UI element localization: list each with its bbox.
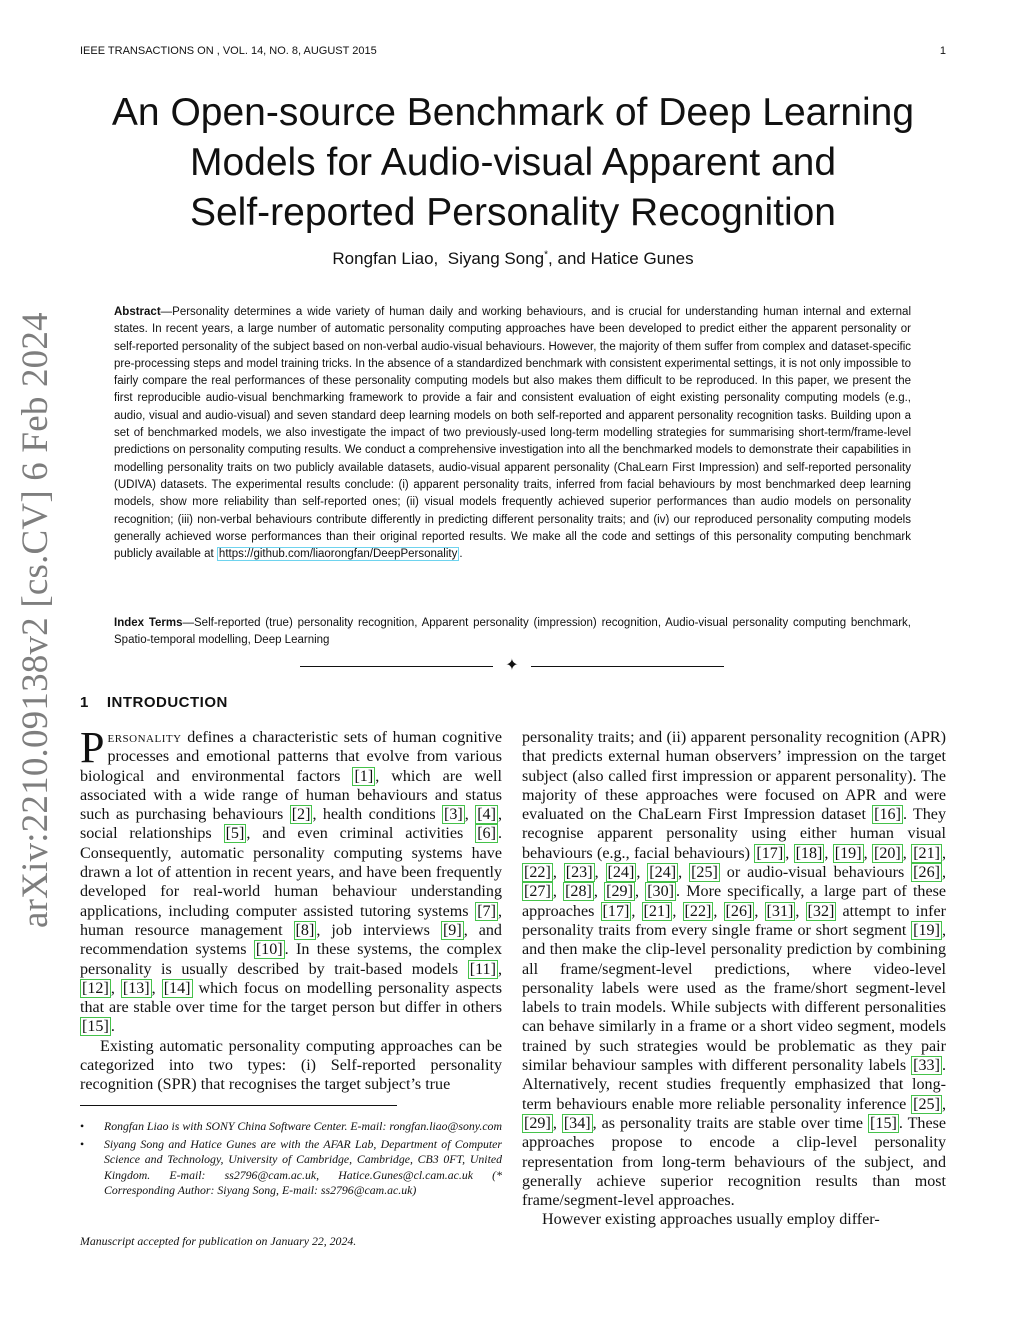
- text-span: ,: [593, 883, 605, 901]
- citation-link[interactable]: [19]: [834, 844, 862, 862]
- citation-link[interactable]: [22]: [524, 864, 551, 882]
- smallcaps-lead: ersonality: [107, 729, 182, 746]
- paper-title: [80, 88, 946, 238]
- text-span: ,: [151, 979, 162, 997]
- citation-link[interactable]: [32]: [807, 902, 835, 920]
- text-span: ,: [636, 864, 648, 882]
- text-span: ,: [497, 960, 502, 978]
- citation-link[interactable]: [17]: [756, 844, 784, 862]
- text-span: , and recommendation systems: [80, 921, 502, 959]
- separator-line: [531, 666, 724, 667]
- text-span: or audio-visual behaviours: [719, 864, 912, 882]
- text-span: ,: [785, 844, 794, 862]
- citation-link[interactable]: [21]: [913, 844, 940, 862]
- text-span: ,: [552, 1114, 562, 1132]
- citation-link[interactable]: [26]: [725, 902, 753, 920]
- abstract: [114, 304, 911, 563]
- text-span: , social relationships: [80, 806, 502, 843]
- text-span: , health conditions: [312, 806, 443, 824]
- citation-link[interactable]: [22]: [684, 902, 712, 920]
- intro-paragraph: Existing automatic personality computing approaches can be categorized into two types: (i) Self-reported personality recognition (SPR) that recognises the target subject’s true: [80, 1037, 502, 1094]
- citation-link[interactable]: [13]: [122, 979, 150, 997]
- text-span: , job interviews: [316, 921, 441, 939]
- separator-line: [300, 666, 493, 667]
- citation-link[interactable]: [9]: [442, 921, 462, 939]
- citation-link[interactable]: [31]: [766, 902, 794, 920]
- text-span: ,: [941, 1095, 946, 1113]
- citation-link[interactable]: [34]: [563, 1114, 591, 1132]
- text-span: ,: [594, 864, 606, 882]
- abstract-text: —Personality determines a wide variety of human daily and working behaviours, and is crucial for understanding human internal and external states. In recent years, a large number of automatic personality computing approaches have been developed to predict either the apparent personality or self-reported personality of the subject based on non-verbal audio-visual behaviours. However, the majority of them suffer from complex and dataset-specific pre-processing steps and model training tricks. In the absence of a standardized benchmark with consistent experimental settings, it is not only impossible to fairly compare the real performances of these personality computing models but also makes them difficult to be reproduced. In this paper, we present the first reproducible audio-visual benchmarking framework to provide a fair and consistent evaluation of eight existing personality computing models (e.g., audio, visual and audio-visual) and seven standard deep learning models on both self-reported and apparent personality recognition tasks. Building upon a set of benchmarked models, we also investigate the impact of two previously-used long-term modelling strategies for summarising short-term/frame-level predictions on personality computing results. We conduct a comprehensive investigation into all the benchmarked models to demonstrate their capabilities in modelling personality traits on two publicly available datasets, audio-visual apparent personality (ChaLearn First Impression) and self-reported personality (UDIVA) datasets. The experimental results conclude: (i) apparent personality traits, inferred from facial behaviours by most benchmarked deep learning models, show more reliability than self-reported ones; (ii) visual models frequently achieved superior performances than audio models on personality recognition; (iii) non-verbal behaviours contribute differently in predicting different personality traits; and (iv) our reproduced personality computing models generally achieved worse performances than their original reported results. We make all the code and settings of this personality computing benchmark publicly available at: [114, 306, 911, 561]
- section-number: 1: [80, 694, 89, 711]
- text-span: ,: [672, 902, 683, 920]
- intro-paragraph: [522, 728, 946, 1210]
- text-span: . Alternatively, recent studies frequently emphasized that long-term behaviours enable more reliable personality inference: [522, 1057, 946, 1113]
- citation-link[interactable]: [1]: [354, 767, 374, 785]
- citation-link[interactable]: [24]: [649, 864, 677, 882]
- text-span: . More specifically, a large part of these approaches: [522, 883, 947, 920]
- abstract-end: .: [459, 548, 463, 561]
- citation-link[interactable]: [26]: [913, 864, 940, 882]
- citation-link[interactable]: [15]: [870, 1114, 897, 1132]
- github-link[interactable]: https://github.com/liaorongfan/DeepPersonality: [218, 548, 458, 561]
- text-span: ,: [552, 883, 564, 901]
- left-column: [80, 723, 503, 1095]
- text-span: , and then make the clip-level personality prediction by combining all frame/segment-level predictions, where video-level personality labels were used as the frame/short segment-level labels to train models. While subjects with different personalities can behave similarly in a frame or a short video segment, models trained by such strategies would be problematic as they pair similar behaviour samples with different personality labels: [522, 921, 946, 1075]
- citation-link[interactable]: [16]: [874, 806, 901, 824]
- citation-link[interactable]: [3]: [444, 806, 463, 824]
- text-span: ,: [631, 902, 642, 920]
- intro-paragraph: [80, 723, 503, 1037]
- citation-link[interactable]: [18]: [795, 844, 823, 862]
- intro-paragraph: However existing approaches usually employ differ-: [542, 1211, 880, 1229]
- citation-link[interactable]: [17]: [602, 902, 630, 920]
- text-span: personality traits; and (ii) apparent personality recognition (APR) that predicts external human observers’ impression on the target subject (also called first impression or apparent personality). The majority of these approaches were focused on APR and were evaluated on the ChaLearn First Impression dataset: [522, 729, 946, 824]
- text-span: ,: [713, 902, 724, 920]
- text-span: ,: [110, 979, 121, 997]
- citation-link[interactable]: [10]: [255, 941, 283, 959]
- citation-link[interactable]: [14]: [163, 979, 191, 997]
- text-span: . Consequently, automatic personality computing systems have drawn a lot of attention in recent years, and have been frequently developed for real-world human behaviour understanding applications, including computer assisted tutoring systems: [80, 825, 502, 920]
- index-terms-label: Index Terms: [114, 617, 183, 629]
- corresponding-mark: *: [544, 249, 549, 261]
- citation-link[interactable]: [8]: [295, 921, 315, 939]
- running-head: [80, 45, 946, 63]
- footnote-text: Siyang Song and Hatice Gunes are with the AFAR Lab, Department of Computer Science and Technology, University of Cambridge, Cambridge, CB3 0FT, United Kingdom. E-mail: ss2796@cam.ac.uk, Hatice.Gunes@cl.cam.ac.uk (* Corresponding Author: Siyang Song, E-mail: ss2796@cam.ac.uk): [104, 1137, 502, 1197]
- citation-link[interactable]: [28]: [565, 883, 592, 901]
- text-span: , human resource management: [80, 902, 502, 939]
- text-span: ,: [902, 844, 912, 862]
- text-span: ,: [552, 864, 564, 882]
- text-span: ,: [941, 864, 947, 882]
- citation-link[interactable]: [25]: [913, 1095, 940, 1113]
- citation-link[interactable]: [29]: [524, 1114, 551, 1132]
- citation-link[interactable]: [29]: [606, 883, 633, 901]
- footnote-item: [80, 1137, 502, 1198]
- arxiv-stamp: arXiv:2210.09138v2 [cs.CV] 6 Feb 2024: [15, 312, 56, 928]
- citation-link[interactable]: [12]: [82, 979, 109, 997]
- bullet-icon: •: [80, 1119, 85, 1133]
- citation-link[interactable]: [23]: [565, 864, 593, 882]
- citation-link[interactable]: [24]: [607, 864, 635, 882]
- footnote-rule: [80, 1105, 397, 1106]
- citation-link[interactable]: [27]: [524, 883, 551, 901]
- abstract-label: Abstract: [114, 306, 161, 318]
- citation-link[interactable]: [25]: [691, 864, 718, 882]
- citation-link[interactable]: [4]: [477, 806, 496, 824]
- page-number: 1: [939, 45, 946, 57]
- separator-diamond-icon: ✦: [505, 657, 519, 674]
- text-span: . In these systems, the complex personality is usually described by trait-based models: [80, 941, 502, 978]
- journal-header: IEEE TRANSACTIONS ON , VOL. 14, NO. 8, AUGUST 2015: [80, 45, 377, 57]
- text-span: ,: [824, 844, 833, 862]
- author: Siyang Song: [447, 249, 545, 268]
- text-span: .: [110, 1018, 115, 1036]
- section-separator: [300, 658, 724, 676]
- text-span: . These approaches propose to encode a clip-level personality representation from long-term behaviours of the subject, and generally achieve superior recognition results than most frame/segment-level approaches.: [522, 1114, 947, 1210]
- text-span: . They recognise apparent personality using either human visual behaviours (e.g., facial behaviours): [522, 806, 946, 862]
- section-title: INTRODUCTION: [106, 694, 228, 711]
- dropcap: P: [80, 723, 105, 772]
- citation-link[interactable]: [11]: [469, 960, 496, 978]
- text-span: , which are well associated with a wide range of human behaviours and status such as purchasing behaviours: [80, 767, 503, 824]
- citation-link[interactable]: [21]: [643, 902, 671, 920]
- citation-link[interactable]: [20]: [873, 844, 901, 862]
- citation-link[interactable]: [19]: [913, 921, 940, 939]
- text-span: ,: [863, 844, 872, 862]
- text-span: defines a characteristic sets of human cognitive processes and emotional patterns that evolve from various biological and environmental factors: [80, 729, 502, 785]
- title-line: Self-reported Personality Recognition: [189, 191, 836, 234]
- author-list: [80, 249, 946, 269]
- footnote-item: [80, 1119, 502, 1134]
- title-line: Models for Audio-visual Apparent and: [189, 141, 837, 184]
- text-span: ,: [795, 902, 806, 920]
- text-span: ,: [754, 902, 765, 920]
- footnotes: [80, 1119, 502, 1201]
- citation-link[interactable]: [33]: [913, 1057, 940, 1075]
- author: , and Hatice Gunes: [548, 249, 694, 268]
- text-span: , and even criminal activities: [246, 825, 476, 843]
- right-column: [522, 728, 946, 1230]
- text-span: ,: [634, 883, 646, 901]
- text-span: which focus on modelling personality aspects that are stable over time for the target person but differ in others: [80, 979, 503, 1017]
- footnote-text: Rongfan Liao is with SONY China Software Center. E-mail: rongfan.liao@sony.com: [104, 1119, 502, 1133]
- citation-link[interactable]: [5]: [225, 825, 245, 843]
- citation-link[interactable]: [6]: [477, 825, 496, 843]
- text-span: ,: [678, 864, 690, 882]
- text-span: ,: [942, 844, 947, 862]
- index-terms: [114, 615, 911, 649]
- author: Rongfan Liao,: [332, 249, 439, 268]
- section-heading: [80, 694, 228, 711]
- citation-link[interactable]: [2]: [291, 806, 311, 824]
- text-span: ,: [464, 806, 476, 824]
- citation-link[interactable]: [7]: [477, 902, 496, 920]
- text-span: attempt to infer personality traits from every single frame or short segment: [522, 902, 947, 939]
- title-line: An Open-source Benchmark of Deep Learning: [111, 91, 915, 134]
- citation-link[interactable]: [15]: [82, 1018, 109, 1036]
- bullet-icon: •: [80, 1137, 85, 1152]
- citation-link[interactable]: [30]: [647, 883, 674, 901]
- index-terms-text: —Self-reported (true) personality recognition, Apparent personality (impression) recognition, Audio-visual personality computing benchmark, Spatio-temporal modelling, Deep Learning: [114, 617, 911, 646]
- text-span: , as personality traits are stable over time: [592, 1114, 869, 1132]
- manuscript-note: Manuscript accepted for publication on January 22, 2024.: [80, 1234, 357, 1248]
